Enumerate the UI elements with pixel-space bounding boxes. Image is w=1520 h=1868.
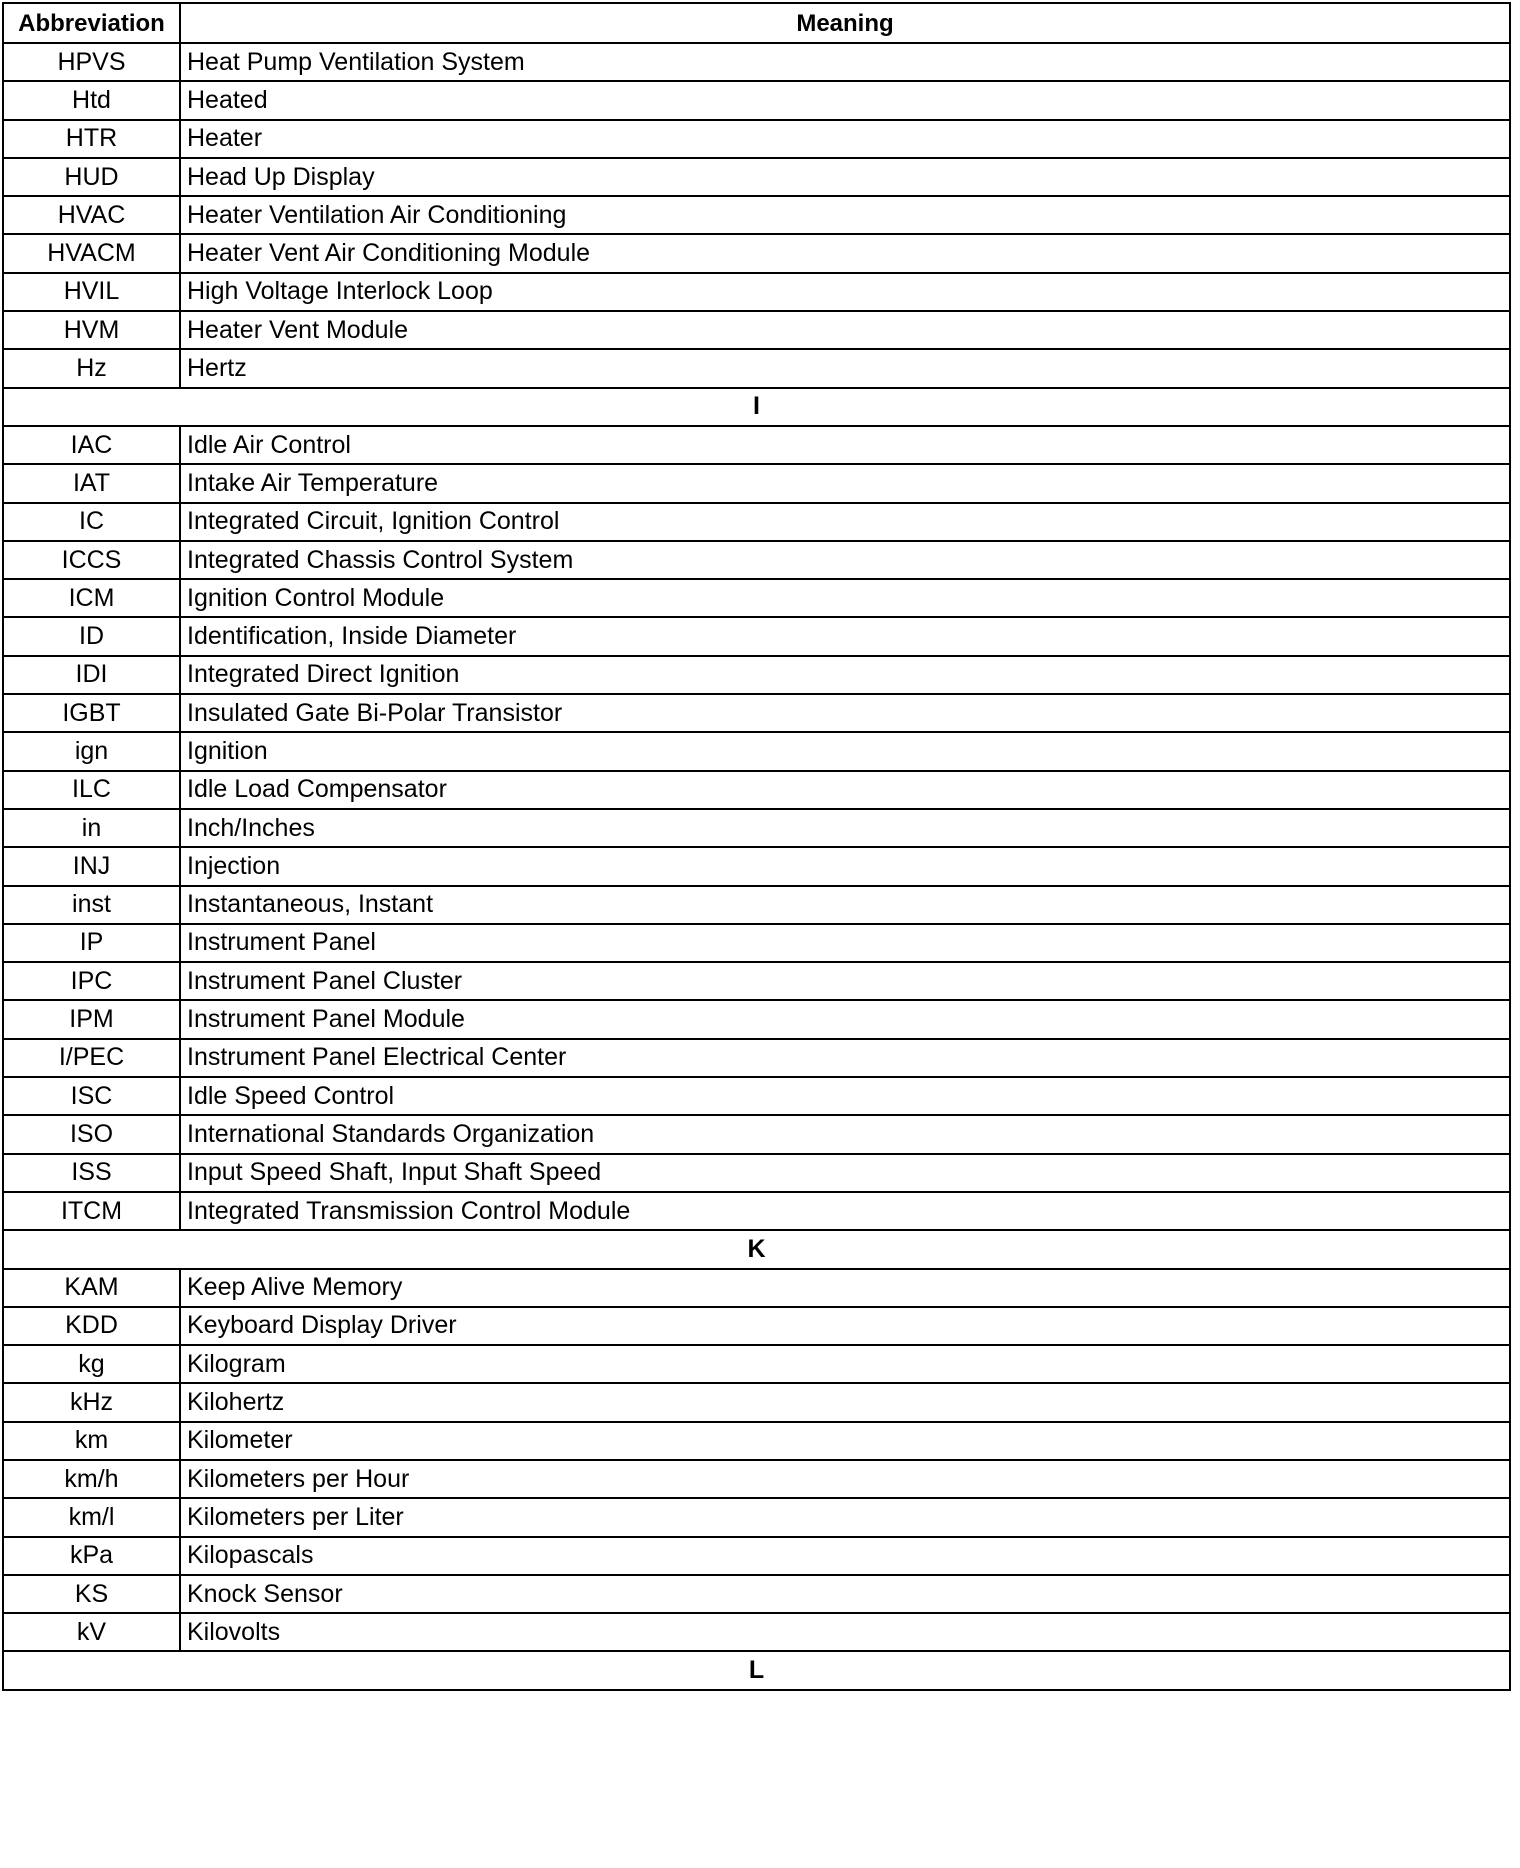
meaning-cell: Ignition bbox=[180, 732, 1510, 770]
table-row bbox=[3, 1077, 1510, 1115]
abbreviation-cell: HUD bbox=[3, 158, 180, 196]
meaning-cell: Kilometers per Liter bbox=[180, 1498, 1510, 1536]
meaning-cell: Input Speed Shaft, Input Shaft Speed bbox=[180, 1154, 1510, 1192]
table-header bbox=[3, 3, 1510, 43]
meaning-cell: Instrument Panel Cluster bbox=[180, 962, 1510, 1000]
table-row bbox=[3, 196, 1510, 234]
abbreviation-cell: INJ bbox=[3, 847, 180, 885]
abbreviation-cell: KAM bbox=[3, 1269, 180, 1307]
abbreviation-cell: IPC bbox=[3, 962, 180, 1000]
abbreviation-cell: HVM bbox=[3, 311, 180, 349]
meaning-cell: Idle Speed Control bbox=[180, 1077, 1510, 1115]
abbreviation-cell: HPVS bbox=[3, 43, 180, 81]
meaning-cell: Instrument Panel Electrical Center bbox=[180, 1039, 1510, 1077]
table-row bbox=[3, 1613, 1510, 1651]
abbreviation-cell: inst bbox=[3, 886, 180, 924]
table-row bbox=[3, 464, 1510, 502]
table-row bbox=[3, 1422, 1510, 1460]
table-row bbox=[3, 1000, 1510, 1038]
table-row bbox=[3, 1115, 1510, 1153]
meaning-cell: Head Up Display bbox=[180, 158, 1510, 196]
abbreviation-cell: ign bbox=[3, 732, 180, 770]
table-row bbox=[3, 349, 1510, 387]
abbreviation-cell: HVACM bbox=[3, 234, 180, 272]
table-row bbox=[3, 234, 1510, 272]
meaning-cell: Integrated Transmission Control Module bbox=[180, 1192, 1510, 1230]
meaning-cell: Integrated Direct Ignition bbox=[180, 656, 1510, 694]
section-letter: L bbox=[3, 1651, 1510, 1689]
abbreviation-cell: IAC bbox=[3, 426, 180, 464]
abbreviation-cell: IDI bbox=[3, 656, 180, 694]
meaning-cell: Keep Alive Memory bbox=[180, 1269, 1510, 1307]
table-row bbox=[3, 1192, 1510, 1230]
meaning-cell: Instrument Panel bbox=[180, 924, 1510, 962]
section-letter: K bbox=[3, 1230, 1510, 1268]
abbreviation-cell: Hz bbox=[3, 349, 180, 387]
meaning-cell: Kilovolts bbox=[180, 1613, 1510, 1651]
meaning-cell: High Voltage Interlock Loop bbox=[180, 273, 1510, 311]
table-row bbox=[3, 541, 1510, 579]
meaning-cell: Hertz bbox=[180, 349, 1510, 387]
table-row bbox=[3, 120, 1510, 158]
abbreviation-cell: IPM bbox=[3, 1000, 180, 1038]
abbreviation-cell: in bbox=[3, 809, 180, 847]
table-row bbox=[3, 962, 1510, 1000]
table-row bbox=[3, 809, 1510, 847]
table-body bbox=[3, 43, 1510, 1690]
table-row bbox=[3, 1154, 1510, 1192]
meaning-cell: Idle Air Control bbox=[180, 426, 1510, 464]
table-row bbox=[3, 656, 1510, 694]
table-row bbox=[3, 617, 1510, 655]
table-row bbox=[3, 43, 1510, 81]
meaning-cell: Kilometers per Hour bbox=[180, 1460, 1510, 1498]
abbreviation-cell: km/l bbox=[3, 1498, 180, 1536]
meaning-cell: Inch/Inches bbox=[180, 809, 1510, 847]
table-row bbox=[3, 732, 1510, 770]
meaning-cell: Keyboard Display Driver bbox=[180, 1307, 1510, 1345]
table-row bbox=[3, 1460, 1510, 1498]
meaning-cell: Idle Load Compensator bbox=[180, 771, 1510, 809]
table-row bbox=[3, 503, 1510, 541]
meaning-cell: Knock Sensor bbox=[180, 1575, 1510, 1613]
abbreviation-cell: ITCM bbox=[3, 1192, 180, 1230]
abbreviation-cell: km/h bbox=[3, 1460, 180, 1498]
meaning-cell: Injection bbox=[180, 847, 1510, 885]
abbreviation-cell: Htd bbox=[3, 81, 180, 119]
meaning-cell: Identification, Inside Diameter bbox=[180, 617, 1510, 655]
meaning-cell: Kilogram bbox=[180, 1345, 1510, 1383]
meaning-cell: Heated bbox=[180, 81, 1510, 119]
table-row bbox=[3, 886, 1510, 924]
abbreviation-cell: IAT bbox=[3, 464, 180, 502]
meaning-cell: Heater Vent Air Conditioning Module bbox=[180, 234, 1510, 272]
meaning-cell: Kilohertz bbox=[180, 1383, 1510, 1421]
meaning-cell: Instrument Panel Module bbox=[180, 1000, 1510, 1038]
meaning-cell: Kilometer bbox=[180, 1422, 1510, 1460]
abbreviation-cell: ILC bbox=[3, 771, 180, 809]
abbreviation-cell: ISC bbox=[3, 1077, 180, 1115]
abbreviation-cell: KDD bbox=[3, 1307, 180, 1345]
abbreviation-cell: ICCS bbox=[3, 541, 180, 579]
abbreviation-cell: HTR bbox=[3, 120, 180, 158]
meaning-cell: Instantaneous, Instant bbox=[180, 886, 1510, 924]
table-row bbox=[3, 158, 1510, 196]
table-row bbox=[3, 1383, 1510, 1421]
table-row bbox=[3, 1307, 1510, 1345]
meaning-cell: Heater bbox=[180, 120, 1510, 158]
abbreviation-cell: ID bbox=[3, 617, 180, 655]
table-row bbox=[3, 426, 1510, 464]
table-row bbox=[3, 1498, 1510, 1536]
table-row bbox=[3, 1537, 1510, 1575]
section-header-row bbox=[3, 1230, 1510, 1268]
table-row bbox=[3, 1345, 1510, 1383]
table-row bbox=[3, 1039, 1510, 1077]
abbreviation-cell: IGBT bbox=[3, 694, 180, 732]
abbreviation-cell: km bbox=[3, 1422, 180, 1460]
table-row bbox=[3, 924, 1510, 962]
meaning-cell: Heater Vent Module bbox=[180, 311, 1510, 349]
abbreviation-cell: kV bbox=[3, 1613, 180, 1651]
meaning-cell: Intake Air Temperature bbox=[180, 464, 1510, 502]
abbreviation-cell: IP bbox=[3, 924, 180, 962]
meaning-cell: Integrated Circuit, Ignition Control bbox=[180, 503, 1510, 541]
abbreviation-cell: kg bbox=[3, 1345, 180, 1383]
table-row bbox=[3, 771, 1510, 809]
abbreviation-cell: kHz bbox=[3, 1383, 180, 1421]
table-row bbox=[3, 1575, 1510, 1613]
table-row bbox=[3, 694, 1510, 732]
abbreviation-cell: IC bbox=[3, 503, 180, 541]
abbreviation-cell: KS bbox=[3, 1575, 180, 1613]
abbreviation-cell: ISS bbox=[3, 1154, 180, 1192]
meaning-column-header: Meaning bbox=[180, 3, 1510, 43]
section-header-row bbox=[3, 1651, 1510, 1689]
section-letter: I bbox=[3, 388, 1510, 426]
abbreviation-cell: HVIL bbox=[3, 273, 180, 311]
table-row bbox=[3, 81, 1510, 119]
section-header-row bbox=[3, 388, 1510, 426]
abbreviation-cell: ISO bbox=[3, 1115, 180, 1153]
table-row bbox=[3, 847, 1510, 885]
abbreviation-cell: HVAC bbox=[3, 196, 180, 234]
meaning-cell: Integrated Chassis Control System bbox=[180, 541, 1510, 579]
meaning-cell: Kilopascals bbox=[180, 1537, 1510, 1575]
meaning-cell: Heat Pump Ventilation System bbox=[180, 43, 1510, 81]
meaning-cell: Ignition Control Module bbox=[180, 579, 1510, 617]
abbreviation-column-header: Abbreviation bbox=[3, 3, 180, 43]
abbreviation-cell: ICM bbox=[3, 579, 180, 617]
abbreviation-cell: I/PEC bbox=[3, 1039, 180, 1077]
table-row bbox=[3, 579, 1510, 617]
header-row bbox=[3, 3, 1510, 43]
abbreviation-table bbox=[2, 2, 1511, 1691]
abbreviation-cell: kPa bbox=[3, 1537, 180, 1575]
table-row bbox=[3, 1269, 1510, 1307]
table-row bbox=[3, 311, 1510, 349]
meaning-cell: Heater Ventilation Air Conditioning bbox=[180, 196, 1510, 234]
meaning-cell: Insulated Gate Bi-Polar Transistor bbox=[180, 694, 1510, 732]
meaning-cell: International Standards Organization bbox=[180, 1115, 1510, 1153]
table-row bbox=[3, 273, 1510, 311]
